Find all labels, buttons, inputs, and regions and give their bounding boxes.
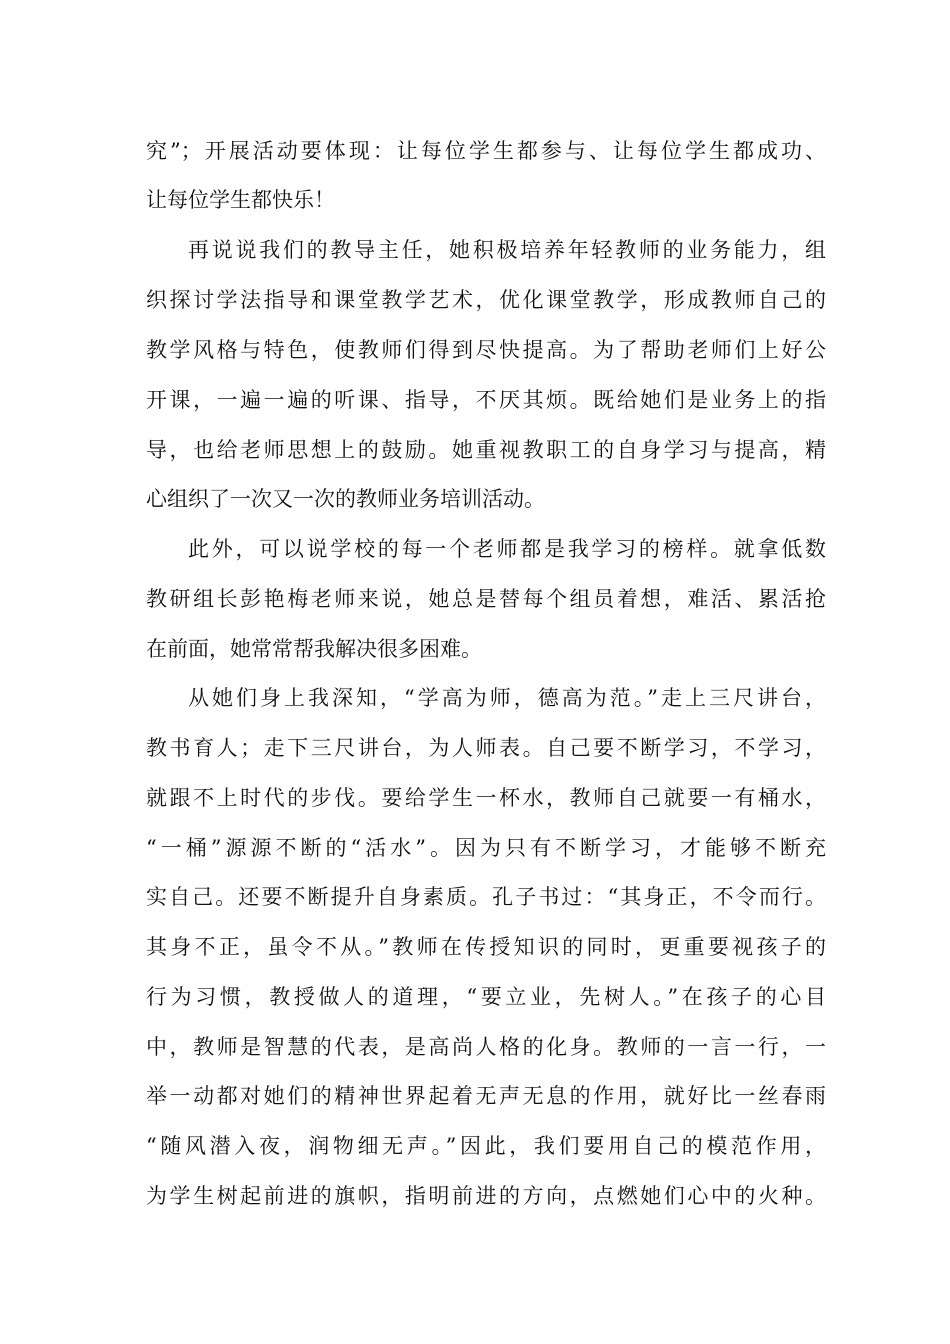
text-line: 究”；开展活动要体现：让每位学生都参与、让每位学生都成功、 bbox=[146, 139, 826, 163]
text-line: 中，教师是智慧的代表，是高尚人格的化身。教师的一言一行，一 bbox=[146, 1035, 826, 1059]
text-line: 导，也给老师思想上的鼓励。她重视教职工的自身学习与提高，精 bbox=[146, 438, 826, 462]
paragraph-first-line: 此外，可以说学校的每一个老师都是我学习的榜样。就拿低数 bbox=[188, 537, 826, 561]
text-line: “一桶”源源不断的“活水”。因为只有不断学习，才能够不断充 bbox=[146, 836, 826, 860]
text-line: 为学生树起前进的旗帜，指明前进的方向，点燃她们心中的火种。 bbox=[146, 1184, 826, 1208]
text-line: 在前面，她常常帮我解决很多困难。 bbox=[146, 637, 482, 661]
text-line: 教书育人；走下三尺讲台，为人师表。自己要不断学习，不学习， bbox=[146, 736, 826, 760]
text-line: 实自己。还要不断提升自身素质。孔子书过：“其身正，不令而行。 bbox=[146, 885, 826, 909]
text-line: 就跟不上时代的步伐。要给学生一杯水，教师自己就要一有桶水， bbox=[146, 786, 826, 810]
text-line: 开课，一遍一遍的听课、指导，不厌其烦。既给她们是业务上的指 bbox=[146, 388, 826, 412]
paragraph-first-line: 再说说我们的教导主任，她积极培养年轻教师的业务能力，组 bbox=[188, 238, 826, 262]
text-line: 教研组长彭艳梅老师来说，她总是替每个组员着想，难活、累活抢 bbox=[146, 587, 826, 611]
text-line: 举一动都对她们的精神世界起着无声无息的作用，就好比一丝春雨 bbox=[146, 1084, 826, 1108]
text-line: 教学风格与特色，使教师们得到尽快提高。为了帮助老师们上好公 bbox=[146, 338, 826, 362]
text-line: 行为习惯，教授做人的道理，“要立业，先树人。”在孩子的心目 bbox=[146, 985, 826, 1009]
text-line: “随风潜入夜，润物细无声。”因此，我们要用自己的模范作用， bbox=[146, 1134, 826, 1158]
text-line: 织探讨学法指导和课堂教学艺术，优化课堂教学，形成教师自己的 bbox=[146, 288, 826, 312]
text-line: 其身不正，虽令不从。”教师在传授知识的同时，更重要视孩子的 bbox=[146, 935, 826, 959]
paragraph-first-line: 从她们身上我深知，“学高为师，德高为范。”走上三尺讲台， bbox=[188, 686, 826, 710]
text-line: 让每位学生都快乐！ bbox=[146, 188, 335, 212]
text-line: 心组织了一次又一次的教师业务培训活动。 bbox=[146, 487, 545, 511]
